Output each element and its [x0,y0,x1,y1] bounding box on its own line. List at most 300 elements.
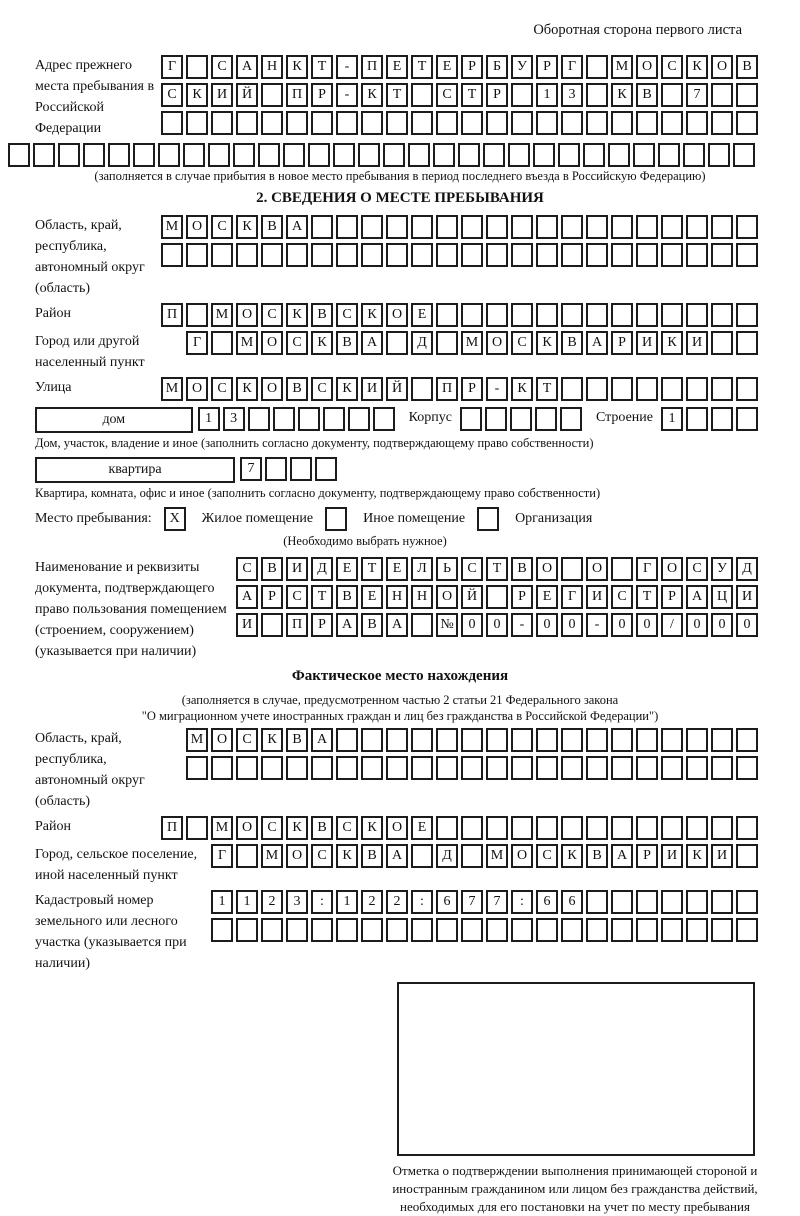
char-cell: О [661,557,683,581]
char-cell [211,243,233,267]
char-cell [433,143,455,167]
char-cell: К [286,303,308,327]
char-cell [636,377,658,401]
char-cell: 0 [686,613,708,637]
char-cell [186,303,208,327]
char-cell [411,215,433,239]
char-cell: № [436,613,458,637]
char-cell [386,756,408,780]
char-cell: М [611,55,633,79]
char-cell: 3 [223,407,245,431]
char-cell: Й [461,585,483,609]
char-cell: О [186,377,208,401]
char-cell: Д [411,331,433,355]
char-cell [661,890,683,914]
char-cell [386,331,408,355]
char-cell: Р [311,83,333,107]
char-cell [486,215,508,239]
char-cell [286,243,308,267]
char-cell [586,303,608,327]
char-cell [683,143,705,167]
char-cell: С [211,55,233,79]
s2-ulitsa-cells [161,377,758,401]
char-cell [736,407,758,431]
char-cell: В [361,613,383,637]
char-cell: И [661,844,683,868]
s2-rayon-row [0,303,800,327]
char-cell [561,111,583,135]
char-cell [661,215,683,239]
char-cell: Г [211,844,233,868]
char-cell [733,143,755,167]
char-cell [686,816,708,840]
char-cell: С [261,816,283,840]
char-cell [511,918,533,942]
char-cell [711,303,733,327]
char-cell [108,143,130,167]
char-cell [686,756,708,780]
char-cell [636,816,658,840]
f-oblast-rows [186,728,758,780]
char-cell: С [461,557,483,581]
f-oblast-label: Область, край, республика, автономный округ (область) [35,731,145,809]
char-cell [373,407,395,431]
char-cell [511,816,533,840]
char-cell: Т [536,377,558,401]
char-cell [586,756,608,780]
dom-caption: Дом, участок, владение и иное (заполнить согласно документу, подтверждающему право собственности) [35,436,594,450]
char-cell [561,918,583,942]
char-cell [461,756,483,780]
char-cell: М [161,377,183,401]
prev-address-row-4-wrap [0,143,800,167]
char-cell: О [386,303,408,327]
char-cell [236,844,258,868]
char-cell: Р [536,55,558,79]
char-cell [533,143,555,167]
char-cell [736,83,758,107]
char-cell [248,407,270,431]
char-cell [336,243,358,267]
char-cell: С [211,377,233,401]
char-cell: А [586,331,608,355]
char-cell [510,407,532,431]
char-cell: П [436,377,458,401]
char-cell [560,407,582,431]
char-cell: 1 [536,83,558,107]
char-cell [336,728,358,752]
char-cell: О [386,816,408,840]
char-cell: Н [386,585,408,609]
char-cell: И [636,331,658,355]
char-cell [358,143,380,167]
char-cell: И [586,585,608,609]
char-cell: Р [311,613,333,637]
char-cell [460,407,482,431]
char-cell [361,111,383,135]
char-cell [411,756,433,780]
char-cell: Д [736,557,758,581]
dokument-label: Наименование и реквизиты документа, подтверждающего право пользования помещением (строением, сооружением) (указывается при наличии) [35,560,227,659]
char-cell [561,816,583,840]
char-cell: О [536,557,558,581]
char-cell: С [311,844,333,868]
f-gorod-row [0,844,800,886]
char-cell [211,756,233,780]
char-cell [336,111,358,135]
char-cell [408,143,430,167]
char-cell: Д [436,844,458,868]
prev-address-rows [161,55,758,135]
char-cell: К [361,303,383,327]
char-cell: С [311,377,333,401]
char-cell: П [361,55,383,79]
f-kadastr-row-1 [211,890,758,914]
char-cell [336,215,358,239]
char-cell [436,303,458,327]
char-cell: 1 [236,890,258,914]
char-cell [736,331,758,355]
char-cell [33,143,55,167]
char-cell [461,215,483,239]
char-cell [486,111,508,135]
dokument-row-3 [236,613,758,637]
char-cell: К [236,377,258,401]
char-cell [133,143,155,167]
char-cell: О [511,844,533,868]
char-cell: Р [461,55,483,79]
char-cell: Т [461,83,483,107]
char-cell: Р [261,585,283,609]
char-cell [411,844,433,868]
char-cell [236,243,258,267]
char-cell: С [611,585,633,609]
char-cell [436,756,458,780]
f-oblast-row-2 [186,756,758,780]
char-cell [261,756,283,780]
char-cell: С [436,83,458,107]
char-cell [261,83,283,107]
char-cell: К [186,83,208,107]
char-cell [561,243,583,267]
char-cell [508,143,530,167]
char-cell [386,918,408,942]
char-cell [461,243,483,267]
char-cell: К [511,377,533,401]
factual-caption-line1: (заполняется в случае, предусмотренном частью 2 статьи 21 Федерального закона [181,693,619,707]
char-cell: Б [486,55,508,79]
char-cell [348,407,370,431]
char-cell: 0 [711,613,733,637]
char-cell [636,756,658,780]
char-cell [411,728,433,752]
char-cell: Г [186,331,208,355]
mesto-option-inoe: Иное помещение [363,511,466,526]
char-cell [608,143,630,167]
char-cell: - [586,613,608,637]
char-cell [183,143,205,167]
char-cell [636,890,658,914]
char-cell [636,243,658,267]
char-cell: 2 [386,890,408,914]
char-cell: В [311,816,333,840]
char-cell [258,143,280,167]
char-cell [586,816,608,840]
char-cell [611,303,633,327]
dokument-rows [236,557,758,637]
char-cell: М [161,215,183,239]
page-side-note: Оборотная сторона первого листа [533,22,742,38]
mesto-label: Место пребывания: [35,511,152,526]
char-cell: Й [386,377,408,401]
char-cell: Т [386,83,408,107]
char-cell: М [261,844,283,868]
mesto-note: (Необходимо выбрать нужное) [283,534,447,548]
f-kadastr-row-2 [211,918,758,942]
char-cell: 7 [486,890,508,914]
char-cell: Н [261,55,283,79]
char-cell [536,816,558,840]
char-cell [536,303,558,327]
korpus-label: Корпус [408,410,452,425]
char-cell [58,143,80,167]
dokument-block [0,557,800,662]
char-cell [636,728,658,752]
char-cell [611,111,633,135]
char-cell: Г [636,557,658,581]
char-cell [736,215,758,239]
char-cell: М [211,816,233,840]
char-cell [661,303,683,327]
prev-address-block [0,55,800,139]
char-cell [486,918,508,942]
section2-title: 2. СВЕДЕНИЯ О МЕСТЕ ПРЕБЫВАНИЯ [256,190,544,206]
char-cell [661,243,683,267]
char-cell [611,243,633,267]
char-cell: Р [661,585,683,609]
char-cell: Т [486,557,508,581]
char-cell: А [286,215,308,239]
char-cell: К [336,844,358,868]
char-cell [686,890,708,914]
s2-oblast-row-1 [161,215,758,239]
char-cell: С [261,303,283,327]
char-cell: А [336,613,358,637]
char-cell [736,243,758,267]
char-cell [586,55,608,79]
char-cell: В [311,303,333,327]
char-cell: Е [411,303,433,327]
char-cell: О [486,331,508,355]
char-cell: 3 [286,890,308,914]
char-cell [583,143,605,167]
char-cell [411,613,433,637]
char-cell: 7 [240,457,262,481]
char-cell [436,243,458,267]
char-cell: / [661,613,683,637]
char-cell [736,890,758,914]
char-cell: Т [361,557,383,581]
char-cell [511,756,533,780]
char-cell: 3 [561,83,583,107]
char-cell [561,377,583,401]
char-cell [411,111,433,135]
char-cell [311,111,333,135]
char-cell [186,55,208,79]
checkbox-organizatsiya [477,507,499,531]
char-cell: : [311,890,333,914]
char-cell: 6 [436,890,458,914]
char-cell [661,83,683,107]
char-cell [736,377,758,401]
char-cell [536,756,558,780]
prev-address-label: Адрес прежнего места пребывания в Российской Федерации [35,58,155,136]
char-cell [386,243,408,267]
char-cell: 1 [336,890,358,914]
char-cell: А [386,844,408,868]
char-cell: Д [311,557,333,581]
char-cell [586,890,608,914]
char-cell: 7 [461,890,483,914]
char-cell [158,143,180,167]
prev-address-row-1 [161,55,758,79]
char-cell: С [286,331,308,355]
char-cell: С [661,55,683,79]
char-cell: Р [611,331,633,355]
char-cell: 7 [686,83,708,107]
char-cell [486,585,508,609]
s2-rayon-label: Район [35,306,71,321]
char-cell: С [511,331,533,355]
char-cell [273,407,295,431]
char-cell [411,918,433,942]
char-cell [211,918,233,942]
char-cell: И [711,844,733,868]
char-cell [686,728,708,752]
char-cell: 2 [261,890,283,914]
char-cell [561,215,583,239]
char-cell: Ц [711,585,733,609]
char-cell: 0 [561,613,583,637]
char-cell: О [261,331,283,355]
f-oblast-block [0,728,800,812]
char-cell [686,407,708,431]
char-cell [536,215,558,239]
char-cell: О [586,557,608,581]
char-cell: К [361,816,383,840]
char-cell: В [336,585,358,609]
char-cell [361,918,383,942]
char-cell: А [236,585,258,609]
f-kadastr-rows [211,890,758,942]
char-cell [736,918,758,942]
char-cell: И [361,377,383,401]
char-cell [436,111,458,135]
char-cell [711,918,733,942]
char-cell: К [236,215,258,239]
char-cell [361,243,383,267]
char-cell [536,918,558,942]
char-cell [286,111,308,135]
char-cell: С [236,557,258,581]
char-cell: Т [311,55,333,79]
char-cell [711,331,733,355]
char-cell [208,143,230,167]
s2-rayon-cells [161,303,758,327]
char-cell: А [386,613,408,637]
char-cell [333,143,355,167]
char-cell [336,918,358,942]
char-cell [186,243,208,267]
char-cell: В [361,844,383,868]
f-rayon-cells [161,816,758,840]
char-cell: К [686,55,708,79]
char-cell [483,143,505,167]
dokument-row-1 [236,557,758,581]
char-cell [261,613,283,637]
char-cell [661,111,683,135]
char-cell [261,111,283,135]
char-cell: А [236,55,258,79]
char-cell [261,918,283,942]
char-cell: В [286,728,308,752]
dom-cells [198,407,395,431]
char-cell [436,918,458,942]
s2-oblast-row-2 [161,243,758,267]
char-cell: М [461,331,483,355]
char-cell [386,728,408,752]
char-cell: О [211,728,233,752]
char-cell [736,111,758,135]
char-cell: С [161,83,183,107]
char-cell [511,111,533,135]
char-cell [461,111,483,135]
stroenie-cells [661,407,758,431]
char-cell [336,756,358,780]
char-cell [211,111,233,135]
char-cell [311,918,333,942]
char-cell [558,143,580,167]
char-cell [611,890,633,914]
char-cell [686,377,708,401]
char-cell: Е [386,557,408,581]
char-cell [561,303,583,327]
char-cell [736,303,758,327]
char-cell [661,918,683,942]
char-cell [658,143,680,167]
char-cell [711,377,733,401]
char-cell: К [261,728,283,752]
char-cell [308,143,330,167]
char-cell [561,557,583,581]
char-cell [708,143,730,167]
char-cell: К [611,83,633,107]
char-cell [511,215,533,239]
char-cell [290,457,312,481]
char-cell [711,111,733,135]
char-cell [315,457,337,481]
char-cell: 0 [611,613,633,637]
char-cell [236,918,258,942]
s2-oblast-block [0,215,800,299]
char-cell: К [561,844,583,868]
char-cell: Й [236,83,258,107]
char-cell: В [511,557,533,581]
char-cell: : [411,890,433,914]
char-cell [485,407,507,431]
char-cell [436,215,458,239]
char-cell: 1 [661,407,683,431]
